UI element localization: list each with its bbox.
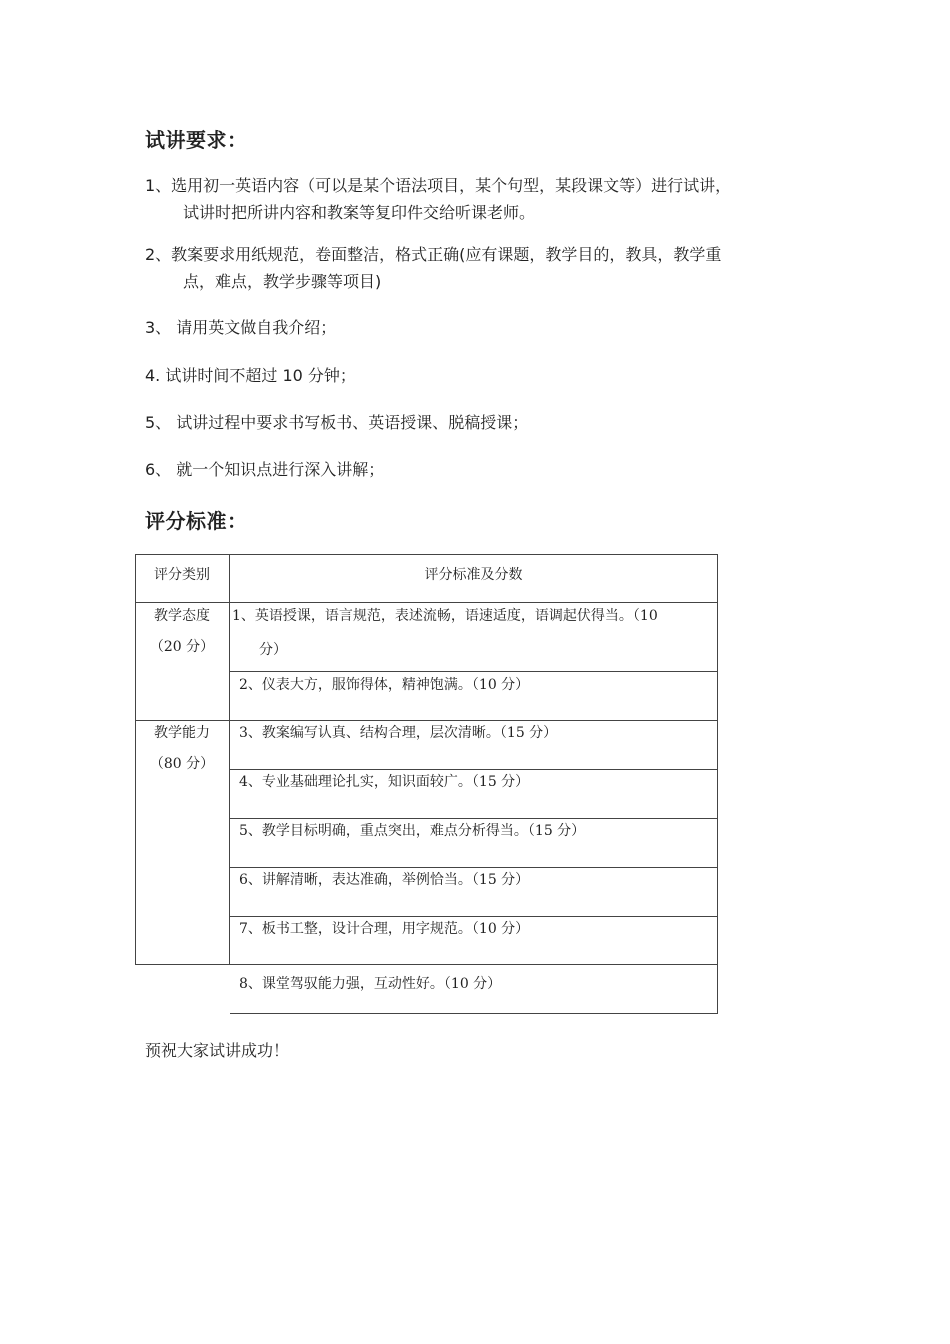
header-criteria: 评分标准及分数 [424,567,523,583]
requirements-heading: 试讲要求： [145,128,248,152]
criterion-item: 6、讲解清晰，表达准确，举例恰当。（15 分） [239,872,530,888]
requirement-line-cont: 试讲时把所讲内容和教案等复印件交给听课老师。 [183,203,536,222]
requirement-item-5 [145,409,815,436]
requirement-line: 4. 试讲时间不超过 10 分钟； [145,366,356,385]
criterion-item: 2、仪表大方，服饰得体，精神饱满。（10 分） [239,677,530,693]
requirement-item-4 [145,362,815,389]
category-name: 教学态度 [154,608,210,624]
table-column-divider [229,554,230,965]
category-points: （20 分） [149,639,215,655]
criterion-item: 7、板书工整，设计合理，用字规范。（10 分） [239,921,530,937]
scoring-heading: 评分标准： [145,509,248,533]
criterion-item: 8、课堂驾驭能力强，互动性好。（10 分） [239,976,502,992]
criterion-item: 1、英语授课，语言规范，表述流畅，语速适度，语调起伏得当。（10 [232,608,658,624]
table-group-bottom [135,964,718,965]
header-category: 评分类别 [154,567,210,583]
category-name: 教学能力 [154,725,210,741]
closing-message: 预祝大家试讲成功！ [145,1041,290,1060]
requirement-item-3 [145,314,815,341]
scoring-table [135,554,718,1014]
category-points: （80 分） [149,756,215,772]
requirement-item-1 [145,172,815,226]
requirement-line-cont: 点，难点，教学步骤等项目) [183,272,382,291]
requirement-line: 1、选用初一英语内容（可以是某个语法项目，某个句型，某段课文等）进行试讲， [145,176,732,195]
table-border-top [135,554,718,555]
requirement-item-2 [145,241,815,295]
requirement-line: 2、教案要求用纸规范，卷面整洁，格式正确(应有课题，教学目的，教具，教学重 [145,245,722,264]
requirement-item-6 [145,456,815,483]
criterion-item-cont: 分） [259,642,287,658]
table-border-right [717,554,718,1014]
criterion-item: 4、专业基础理论扎实，知识面较广。（15 分） [239,774,530,790]
requirement-line: 5、 试讲过程中要求书写板书、英语授课、脱稿授课； [145,413,529,432]
requirement-line: 6、 就一个知识点进行深入讲解； [145,460,385,479]
criterion-item: 5、教学目标明确，重点突出，难点分析得当。（15 分） [239,823,586,839]
table-border-bottom [230,1013,718,1014]
requirement-line: 3、 请用英文做自我介绍； [145,318,337,337]
criterion-item: 3、教案编写认真、结构合理，层次清晰。（15 分） [239,725,558,741]
